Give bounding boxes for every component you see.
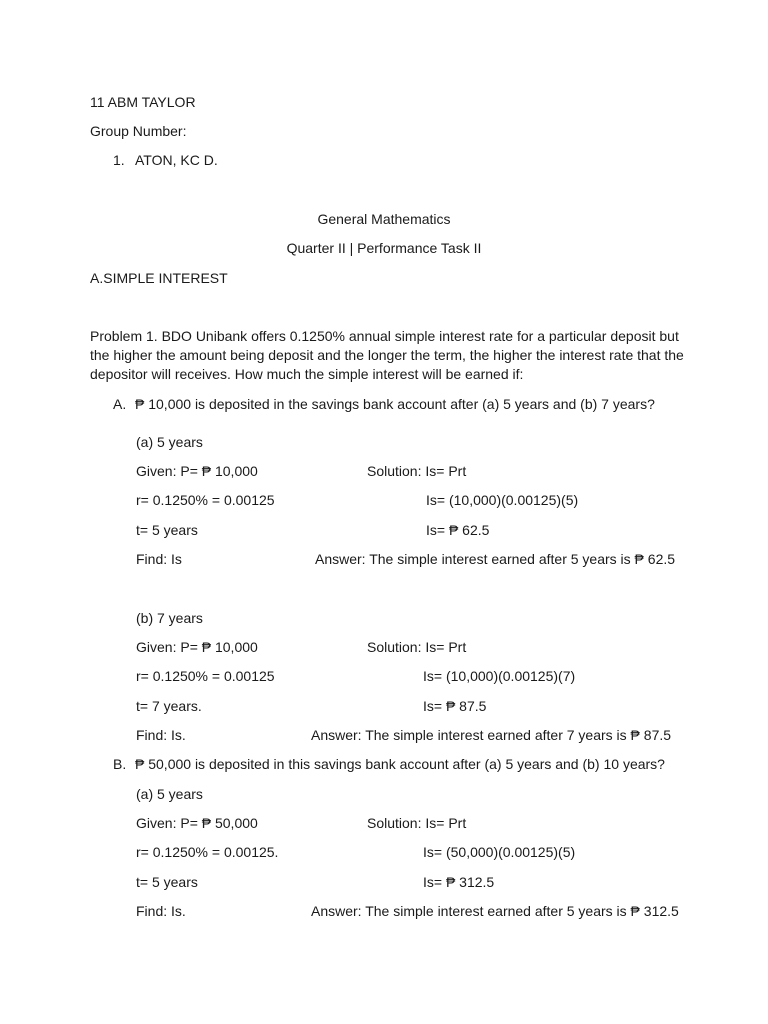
part-a-b-step1: Is= (10,000)(0.00125)(7) bbox=[423, 668, 576, 684]
part-a-b-step2: Is= ₱ 87.5 bbox=[423, 698, 487, 714]
part-a-a-step2: Is= ₱ 62.5 bbox=[426, 522, 490, 538]
problem-statement: Problem 1. BDO Unibank offers 0.1250% annual simple interest rate for a particular deposit but the higher the amount being deposit and the longer the term, the higher the interest rate that the depositor will receives. How much the simple interest will be earned if: bbox=[90, 328, 684, 382]
part-a-a-time: t= 5 years bbox=[136, 522, 198, 538]
part-b-a-find: Find: Is. bbox=[136, 903, 186, 919]
part-a-b-solution: Solution: Is= Prt bbox=[367, 639, 467, 655]
part-a-a-find: Find: Is bbox=[136, 551, 182, 567]
part-a-a-answer: Answer: The simple interest earned after 5 years is ₱ 62.5 bbox=[315, 551, 676, 567]
part-b-a-given: Given: P= ₱ 50,000 bbox=[136, 815, 258, 831]
task-title: Quarter II | Performance Task II bbox=[286, 240, 482, 256]
section-heading: A.SIMPLE INTEREST bbox=[90, 270, 228, 286]
part-b-a-solution: Solution: Is= Prt bbox=[367, 815, 467, 831]
part-b-question: ₱ 50,000 is deposited in this savings bank account after (a) 5 years and (b) 10 years? bbox=[135, 756, 665, 772]
group-number-label: Group Number: bbox=[90, 123, 187, 139]
part-a-marker: A. bbox=[113, 396, 127, 412]
part-a-b-rate: r= 0.1250% = 0.00125 bbox=[136, 668, 275, 684]
part-b-a-time: t= 5 years bbox=[136, 874, 198, 890]
part-a-a-given: Given: P= ₱ 10,000 bbox=[136, 463, 258, 479]
part-a-a-rate: r= 0.1250% = 0.00125 bbox=[136, 492, 275, 508]
part-b-a-heading: (a) 5 years bbox=[136, 786, 203, 802]
part-a-question: ₱ 10,000 is deposited in the savings bank account after (a) 5 years and (b) 7 years? bbox=[135, 396, 655, 412]
member-number: 1. bbox=[113, 152, 125, 168]
subject-title: General Mathematics bbox=[317, 211, 451, 227]
part-a-b-heading: (b) 7 years bbox=[136, 610, 203, 626]
part-a-b-given: Given: P= ₱ 10,000 bbox=[136, 639, 258, 655]
part-b-marker: B. bbox=[113, 756, 127, 772]
part-a-b-find: Find: Is. bbox=[136, 727, 186, 743]
part-a-a-solution: Solution: Is= Prt bbox=[367, 463, 467, 479]
part-b-a-answer: Answer: The simple interest earned after 5 years is ₱ 312.5 bbox=[311, 903, 679, 919]
part-a-b-time: t= 7 years. bbox=[136, 698, 202, 714]
part-b-a-rate: r= 0.1250% = 0.00125. bbox=[136, 844, 279, 860]
part-a-a-step1: Is= (10,000)(0.00125)(5) bbox=[426, 492, 579, 508]
part-a-a-heading: (a) 5 years bbox=[136, 434, 203, 450]
part-b-a-step1: Is= (50,000)(0.00125)(5) bbox=[423, 844, 576, 860]
part-a-b-answer: Answer: The simple interest earned after 7 years is ₱ 87.5 bbox=[311, 727, 672, 743]
member-name: ATON, KC D. bbox=[135, 152, 218, 168]
part-b-a-step2: Is= ₱ 312.5 bbox=[423, 874, 495, 890]
class-name: 11 ABM TAYLOR bbox=[90, 94, 196, 110]
